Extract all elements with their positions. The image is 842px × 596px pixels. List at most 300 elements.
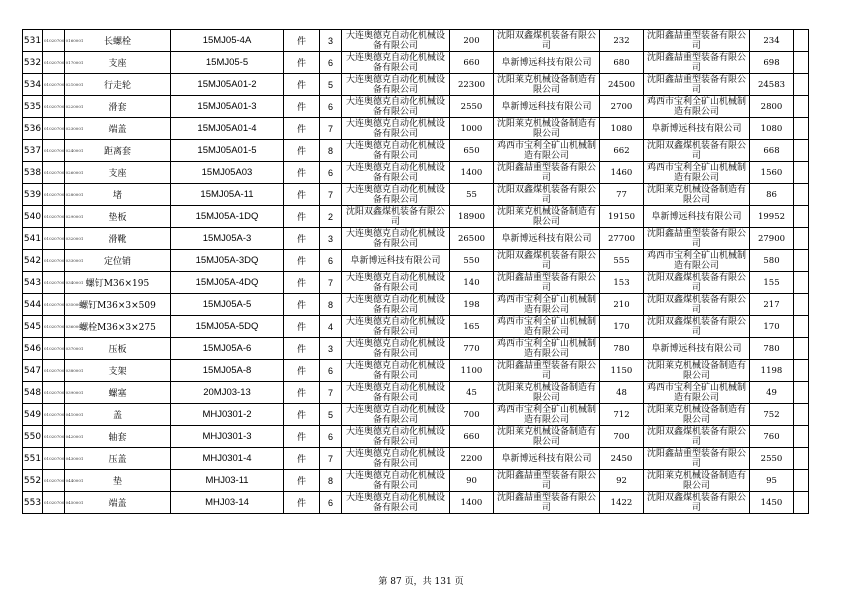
price-1-cell: 90 (450, 470, 494, 492)
part-name-cell: 盖 (65, 404, 171, 426)
supplier-1-cell: 大连奥德克自动化机械设备有限公司 (342, 448, 450, 470)
quantity-cell: 3 (320, 228, 342, 250)
empty-cell (794, 272, 809, 294)
quantity-cell: 4 (320, 316, 342, 338)
unit-cell: 件 (284, 206, 320, 228)
supplier-2-cell: 沈阳莱克机械设备制造有限公司 (494, 426, 600, 448)
supplier-2-cell: 沈阳鑫喆重型装备有限公司 (494, 470, 600, 492)
price-3-cell: 86 (750, 184, 794, 206)
table-row (23, 162, 809, 184)
part-model-cell: 15MJ05A-5 (171, 294, 284, 316)
row-number-cell: 551 (23, 448, 43, 470)
unit-cell: 件 (284, 470, 320, 492)
price-2-cell: 153 (600, 272, 644, 294)
part-name-cell: 堵 (65, 184, 171, 206)
part-name-cell: 轴套 (65, 426, 171, 448)
price-2-cell: 232 (600, 30, 644, 52)
footer-middle: 页，共 (404, 577, 432, 587)
supplier-1-cell: 大连奥德克自动化机械设备有限公司 (342, 492, 450, 514)
supplier-3-cell: 阜新博远科技有限公司 (644, 118, 750, 140)
unit-cell: 件 (284, 338, 320, 360)
unit-cell: 件 (284, 140, 320, 162)
supplier-3-cell: 沈阳鑫喆重型装备有限公司 (644, 52, 750, 74)
price-1-cell: 660 (450, 52, 494, 74)
quantity-cell: 8 (320, 140, 342, 162)
row-number-cell: 531 (23, 30, 43, 52)
price-1-cell: 22300 (450, 74, 494, 96)
price-2-cell: 1460 (600, 162, 644, 184)
table-row (23, 118, 809, 140)
supplier-1-cell: 大连奥德克自动化机械设备有限公司 (342, 272, 450, 294)
material-code-cell: 01020700 0450001 (43, 492, 65, 514)
part-model-cell: 15MJ05A-4DQ (171, 272, 284, 294)
row-number-cell: 547 (23, 360, 43, 382)
supplier-2-cell: 鸡西市宝利全矿山机械制造有限公司 (494, 316, 600, 338)
price-2-cell: 712 (600, 404, 644, 426)
part-name-cell: 压板 (65, 338, 171, 360)
supplier-2-cell: 阜新博远科技有限公司 (494, 448, 600, 470)
material-code-cell: 01020700 0220001 (43, 96, 65, 118)
empty-cell (794, 140, 809, 162)
empty-cell (794, 448, 809, 470)
supplier-3-cell: 沈阳鑫喆重型装备有限公司 (644, 228, 750, 250)
empty-cell (794, 52, 809, 74)
empty-cell (794, 162, 809, 184)
supplier-2-cell: 沈阳莱克机械设备制造有限公司 (494, 206, 600, 228)
quantity-cell: 6 (320, 426, 342, 448)
row-number-cell: 553 (23, 492, 43, 514)
supplier-3-cell: 沈阳莱克机械设备制造有限公司 (644, 404, 750, 426)
supplier-3-cell: 沈阳莱克机械设备制造有限公司 (644, 184, 750, 206)
table-row (23, 228, 809, 250)
row-number-cell: 541 (23, 228, 43, 250)
empty-cell (794, 426, 809, 448)
total-pages: 131 (434, 577, 452, 587)
price-2-cell: 1422 (600, 492, 644, 514)
price-3-cell: 752 (750, 404, 794, 426)
row-number-cell: 543 (23, 272, 43, 294)
part-model-cell: 15MJ05A01-5 (171, 140, 284, 162)
part-model-cell: 15MJ05A01-4 (171, 118, 284, 140)
table-row (23, 338, 809, 360)
price-3-cell: 170 (750, 316, 794, 338)
price-3-cell: 1560 (750, 162, 794, 184)
material-code-cell: 01020700 0330001 (43, 250, 65, 272)
supplier-1-cell: 大连奥德克自动化机械设备有限公司 (342, 228, 450, 250)
supplier-3-cell: 阜新博远科技有限公司 (644, 206, 750, 228)
quantity-cell: 6 (320, 52, 342, 74)
material-code-cell: 01020700 0340001 (43, 272, 65, 294)
supplier-1-cell: 大连奥德克自动化机械设备有限公司 (342, 338, 450, 360)
part-model-cell: 20MJ03-13 (171, 382, 284, 404)
part-name-cell: 垫板 (65, 206, 171, 228)
part-name-cell: 螺钉M36×3×509 (65, 294, 171, 316)
supplier-3-cell: 沈阳莱克机械设备制造有限公司 (644, 360, 750, 382)
supplier-1-cell: 大连奥德克自动化机械设备有限公司 (342, 30, 450, 52)
part-model-cell: MHJ0301-3 (171, 426, 284, 448)
price-3-cell: 49 (750, 382, 794, 404)
supplier-1-cell: 阜新博远科技有限公司 (342, 250, 450, 272)
table-row (23, 426, 809, 448)
price-1-cell: 1400 (450, 492, 494, 514)
part-name-cell: 螺塞 (65, 382, 171, 404)
price-1-cell: 198 (450, 294, 494, 316)
supplier-1-cell: 大连奥德克自动化机械设备有限公司 (342, 96, 450, 118)
footer-suffix: 页 (454, 577, 464, 587)
table-row (23, 360, 809, 382)
price-3-cell: 698 (750, 52, 794, 74)
part-model-cell: 15MJ05-5 (171, 52, 284, 74)
material-code-cell: 01020700 0390001 (43, 382, 65, 404)
material-code-cell: 01020700 0160001 (43, 30, 65, 52)
price-2-cell: 24500 (600, 74, 644, 96)
empty-cell (794, 360, 809, 382)
supplier-1-cell: 大连奥德克自动化机械设备有限公司 (342, 184, 450, 206)
table-row (23, 470, 809, 492)
row-number-cell: 537 (23, 140, 43, 162)
row-number-cell: 542 (23, 250, 43, 272)
supplier-3-cell: 沈阳鑫喆重型装备有限公司 (644, 74, 750, 96)
part-name-cell: 长螺栓 (65, 30, 171, 52)
quantity-cell: 5 (320, 404, 342, 426)
supplier-1-cell: 大连奥德克自动化机械设备有限公司 (342, 426, 450, 448)
price-3-cell: 1080 (750, 118, 794, 140)
part-model-cell: 15MJ05A01-2 (171, 74, 284, 96)
supplier-2-cell: 沈阳鑫喆重型装备有限公司 (494, 272, 600, 294)
part-name-cell: 压盖 (65, 448, 171, 470)
quantity-cell: 7 (320, 272, 342, 294)
material-code-cell: 01020700 0440001 (43, 470, 65, 492)
table-row (23, 52, 809, 74)
part-model-cell: 15MJ05A-3 (171, 228, 284, 250)
price-2-cell: 1150 (600, 360, 644, 382)
quantity-cell: 6 (320, 162, 342, 184)
price-1-cell: 140 (450, 272, 494, 294)
row-number-cell: 548 (23, 382, 43, 404)
price-3-cell: 234 (750, 30, 794, 52)
supplier-1-cell: 大连奥德克自动化机械设备有限公司 (342, 294, 450, 316)
unit-cell: 件 (284, 184, 320, 206)
price-1-cell: 1000 (450, 118, 494, 140)
supplier-1-cell: 大连奥德克自动化机械设备有限公司 (342, 360, 450, 382)
unit-cell: 件 (284, 162, 320, 184)
price-2-cell: 780 (600, 338, 644, 360)
supplier-1-cell: 大连奥德克自动化机械设备有限公司 (342, 52, 450, 74)
empty-cell (794, 206, 809, 228)
part-name-cell: 螺钉M36×195 (65, 272, 171, 294)
price-3-cell: 2800 (750, 96, 794, 118)
supplier-1-cell: 大连奥德克自动化机械设备有限公司 (342, 118, 450, 140)
part-name-cell: 垫 (65, 470, 171, 492)
price-1-cell: 550 (450, 250, 494, 272)
supplier-3-cell: 沈阳鑫喆重型装备有限公司 (644, 448, 750, 470)
unit-cell: 件 (284, 448, 320, 470)
quantity-cell: 5 (320, 74, 342, 96)
quantity-cell: 2 (320, 206, 342, 228)
price-3-cell: 760 (750, 426, 794, 448)
unit-cell: 件 (284, 294, 320, 316)
table-body (23, 30, 809, 514)
table-row (23, 30, 809, 52)
row-number-cell: 545 (23, 316, 43, 338)
quantity-cell: 7 (320, 118, 342, 140)
supplier-3-cell: 沈阳双鑫煤机装备有限公司 (644, 426, 750, 448)
material-code-cell: 01020700 0230001 (43, 118, 65, 140)
empty-cell (794, 74, 809, 96)
supplier-1-cell: 沈阳双鑫煤机装备有限公司 (342, 206, 450, 228)
unit-cell: 件 (284, 492, 320, 514)
material-code-cell: 01020700 0360001 (43, 316, 65, 338)
supplier-3-cell: 鸡西市宝利全矿山机械制造有限公司 (644, 250, 750, 272)
supplier-2-cell: 沈阳双鑫煤机装备有限公司 (494, 184, 600, 206)
current-page: 87 (390, 577, 402, 587)
material-code-cell: 01020700 0350001 (43, 294, 65, 316)
price-1-cell: 2550 (450, 96, 494, 118)
part-model-cell: 15MJ05A-11 (171, 184, 284, 206)
material-code-cell: 01020700 0420001 (43, 426, 65, 448)
empty-cell (794, 338, 809, 360)
material-code-cell: 01020700 0320001 (43, 228, 65, 250)
row-number-cell: 538 (23, 162, 43, 184)
table-row (23, 316, 809, 338)
part-model-cell: 15MJ05A-5DQ (171, 316, 284, 338)
row-number-cell: 535 (23, 96, 43, 118)
unit-cell: 件 (284, 250, 320, 272)
price-1-cell: 1100 (450, 360, 494, 382)
part-name-cell: 定位销 (65, 250, 171, 272)
quantity-cell: 6 (320, 492, 342, 514)
price-2-cell: 1080 (600, 118, 644, 140)
row-number-cell: 549 (23, 404, 43, 426)
price-2-cell: 92 (600, 470, 644, 492)
price-3-cell: 155 (750, 272, 794, 294)
supplier-2-cell: 阜新博远科技有限公司 (494, 52, 600, 74)
price-1-cell: 18900 (450, 206, 494, 228)
price-3-cell: 95 (750, 470, 794, 492)
table-row (23, 294, 809, 316)
supplier-2-cell: 沈阳鑫喆重型装备有限公司 (494, 492, 600, 514)
quantity-cell: 6 (320, 250, 342, 272)
price-1-cell: 2200 (450, 448, 494, 470)
price-2-cell: 662 (600, 140, 644, 162)
quantity-cell: 7 (320, 448, 342, 470)
price-3-cell: 2550 (750, 448, 794, 470)
price-1-cell: 700 (450, 404, 494, 426)
unit-cell: 件 (284, 360, 320, 382)
table-row (23, 250, 809, 272)
row-number-cell: 550 (23, 426, 43, 448)
quantity-cell: 3 (320, 338, 342, 360)
price-2-cell: 700 (600, 426, 644, 448)
price-2-cell: 2700 (600, 96, 644, 118)
supplier-2-cell: 阜新博远科技有限公司 (494, 96, 600, 118)
price-1-cell: 660 (450, 426, 494, 448)
empty-cell (794, 470, 809, 492)
supplier-2-cell: 阜新博远科技有限公司 (494, 228, 600, 250)
price-3-cell: 19952 (750, 206, 794, 228)
price-2-cell: 48 (600, 382, 644, 404)
price-3-cell: 668 (750, 140, 794, 162)
table-row (23, 492, 809, 514)
supplier-1-cell: 大连奥德克自动化机械设备有限公司 (342, 74, 450, 96)
price-3-cell: 1450 (750, 492, 794, 514)
empty-cell (794, 294, 809, 316)
part-model-cell: MHJ03-14 (171, 492, 284, 514)
part-model-cell: 15MJ05-4A (171, 30, 284, 52)
material-code-cell: 01020700 0210001 (43, 74, 65, 96)
part-model-cell: 15MJ05A-6 (171, 338, 284, 360)
price-2-cell: 27700 (600, 228, 644, 250)
material-code-cell: 01020700 0380001 (43, 360, 65, 382)
part-model-cell: MHJ03-11 (171, 470, 284, 492)
part-name-cell: 支座 (65, 52, 171, 74)
material-code-cell: 01020700 0240001 (43, 140, 65, 162)
price-1-cell: 165 (450, 316, 494, 338)
empty-cell (794, 404, 809, 426)
price-2-cell: 680 (600, 52, 644, 74)
quantity-cell: 7 (320, 184, 342, 206)
part-model-cell: 15MJ05A-3DQ (171, 250, 284, 272)
unit-cell: 件 (284, 74, 320, 96)
price-3-cell: 1198 (750, 360, 794, 382)
table-row (23, 184, 809, 206)
unit-cell: 件 (284, 30, 320, 52)
material-code-cell: 01020700 0290001 (43, 206, 65, 228)
empty-cell (794, 316, 809, 338)
supplier-3-cell: 沈阳双鑫煤机装备有限公司 (644, 272, 750, 294)
supplier-1-cell: 大连奥德克自动化机械设备有限公司 (342, 140, 450, 162)
price-2-cell: 170 (600, 316, 644, 338)
part-name-cell: 端盖 (65, 118, 171, 140)
empty-cell (794, 228, 809, 250)
empty-cell (794, 30, 809, 52)
row-number-cell: 532 (23, 52, 43, 74)
part-model-cell: MHJ0301-4 (171, 448, 284, 470)
table-row (23, 74, 809, 96)
supplier-2-cell: 沈阳鑫喆重型装备有限公司 (494, 162, 600, 184)
quantity-cell: 6 (320, 96, 342, 118)
quantity-cell: 6 (320, 360, 342, 382)
material-code-cell: 01020700 0430001 (43, 448, 65, 470)
supplier-3-cell: 沈阳鑫喆重型装备有限公司 (644, 30, 750, 52)
row-number-cell: 536 (23, 118, 43, 140)
price-3-cell: 217 (750, 294, 794, 316)
empty-cell (794, 492, 809, 514)
price-2-cell: 19150 (600, 206, 644, 228)
table-row (23, 96, 809, 118)
price-3-cell: 580 (750, 250, 794, 272)
footer-prefix: 第 (378, 577, 388, 587)
unit-cell: 件 (284, 52, 320, 74)
part-name-cell: 滑靴 (65, 228, 171, 250)
supplier-3-cell: 鸡西市宝利全矿山机械制造有限公司 (644, 96, 750, 118)
empty-cell (794, 250, 809, 272)
supplier-2-cell: 沈阳莱克机械设备制造有限公司 (494, 118, 600, 140)
supplier-2-cell: 沈阳鑫喆重型装备有限公司 (494, 360, 600, 382)
unit-cell: 件 (284, 96, 320, 118)
empty-cell (794, 96, 809, 118)
price-1-cell: 26500 (450, 228, 494, 250)
part-model-cell: MHJ0301-2 (171, 404, 284, 426)
price-2-cell: 555 (600, 250, 644, 272)
part-model-cell: 15MJ05A03 (171, 162, 284, 184)
supplier-1-cell: 大连奥德克自动化机械设备有限公司 (342, 382, 450, 404)
supplier-3-cell: 沈阳双鑫煤机装备有限公司 (644, 294, 750, 316)
supplier-2-cell: 沈阳莱克机械设备制造有限公司 (494, 382, 600, 404)
unit-cell: 件 (284, 228, 320, 250)
supplier-2-cell: 沈阳双鑫煤机装备有限公司 (494, 250, 600, 272)
supplier-3-cell: 沈阳双鑫煤机装备有限公司 (644, 492, 750, 514)
supplier-1-cell: 大连奥德克自动化机械设备有限公司 (342, 316, 450, 338)
part-name-cell: 距离套 (65, 140, 171, 162)
material-code-cell: 01020700 0170001 (43, 52, 65, 74)
quantity-cell: 7 (320, 382, 342, 404)
empty-cell (794, 118, 809, 140)
table-row (23, 206, 809, 228)
supplier-3-cell: 沈阳双鑫煤机装备有限公司 (644, 316, 750, 338)
price-3-cell: 780 (750, 338, 794, 360)
quantity-cell: 8 (320, 470, 342, 492)
supplier-3-cell: 沈阳莱克机械设备制造有限公司 (644, 470, 750, 492)
supplier-1-cell: 大连奥德克自动化机械设备有限公司 (342, 404, 450, 426)
quantity-cell: 8 (320, 294, 342, 316)
price-1-cell: 650 (450, 140, 494, 162)
part-model-cell: 15MJ05A01-3 (171, 96, 284, 118)
empty-cell (794, 184, 809, 206)
part-name-cell: 螺栓M36×3×275 (65, 316, 171, 338)
price-2-cell: 77 (600, 184, 644, 206)
table-row (23, 140, 809, 162)
price-3-cell: 24583 (750, 74, 794, 96)
part-name-cell: 端盖 (65, 492, 171, 514)
unit-cell: 件 (284, 272, 320, 294)
material-code-cell: 01020700 0410001 (43, 404, 65, 426)
supplier-3-cell: 鸡西市宝利全矿山机械制造有限公司 (644, 162, 750, 184)
table-row (23, 272, 809, 294)
row-number-cell: 544 (23, 294, 43, 316)
row-number-cell: 552 (23, 470, 43, 492)
supplier-3-cell: 鸡西市宝利全矿山机械制造有限公司 (644, 382, 750, 404)
price-1-cell: 1400 (450, 162, 494, 184)
price-1-cell: 200 (450, 30, 494, 52)
table-row (23, 404, 809, 426)
unit-cell: 件 (284, 118, 320, 140)
supplier-2-cell: 鸡西市宝利全矿山机械制造有限公司 (494, 338, 600, 360)
procurement-table (22, 29, 809, 514)
row-number-cell: 534 (23, 74, 43, 96)
empty-cell (794, 382, 809, 404)
part-name-cell: 支架 (65, 360, 171, 382)
supplier-2-cell: 鸡西市宝利全矿山机械制造有限公司 (494, 294, 600, 316)
price-3-cell: 27900 (750, 228, 794, 250)
row-number-cell: 540 (23, 206, 43, 228)
part-name-cell: 行走轮 (65, 74, 171, 96)
price-2-cell: 2450 (600, 448, 644, 470)
supplier-1-cell: 大连奥德克自动化机械设备有限公司 (342, 470, 450, 492)
supplier-3-cell: 阜新博远科技有限公司 (644, 338, 750, 360)
table-row (23, 382, 809, 404)
material-code-cell: 01020700 0370001 (43, 338, 65, 360)
part-model-cell: 15MJ05A-1DQ (171, 206, 284, 228)
part-name-cell: 滑套 (65, 96, 171, 118)
table-row (23, 448, 809, 470)
price-1-cell: 45 (450, 382, 494, 404)
part-model-cell: 15MJ05A-8 (171, 360, 284, 382)
price-2-cell: 210 (600, 294, 644, 316)
price-1-cell: 770 (450, 338, 494, 360)
supplier-2-cell: 鸡西市宝利全矿山机械制造有限公司 (494, 140, 600, 162)
page-footer (0, 574, 842, 587)
